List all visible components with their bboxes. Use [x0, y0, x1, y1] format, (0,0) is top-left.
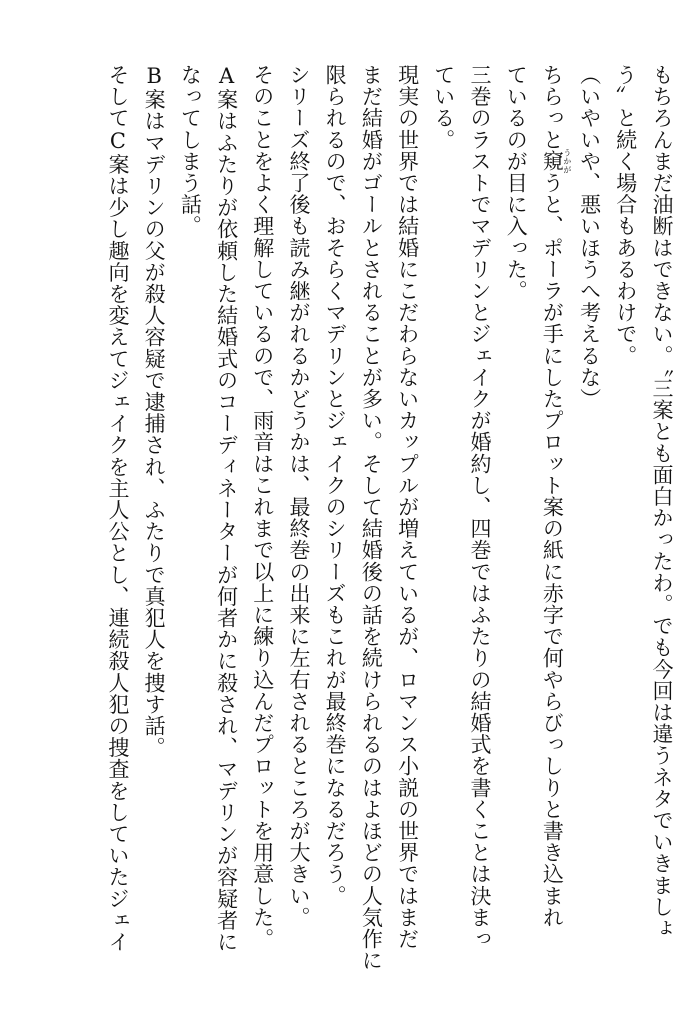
ruby-annotation [540, 148, 572, 175]
text-line: ているのが目に入った。 [504, 64, 529, 302]
text-line: なってしまう話。 [178, 64, 203, 237]
text-line: シリーズ終了後も読み継がれるかどうかは、最終巻の出来に左右されるところが大きい。 [286, 64, 311, 928]
ruby-reading: うかが [562, 148, 572, 175]
text-line: そしてC案は少し趣向を変えてジェイクを主人公とし、連続殺人犯の捜査をしていたジェイ [105, 64, 130, 953]
text-line-with-ruby [534, 64, 571, 964]
ruby-base: 窺 [540, 148, 565, 175]
text-line: B案はマデリンの父が殺人容疑で逮捕され、ふたりで真犯人を捜す話。 [142, 64, 167, 759]
text-line: そのことをよく理解しているので、雨音はこれまで以上に練り込んだプロットを用意した。 [250, 64, 275, 950]
text-line: ている。 [431, 64, 456, 151]
text-line: 現実の世界では結婚にこだわらないカップルが増えているが、ロマンス小説の世界ではまだ [395, 64, 420, 950]
text-line: まだ結婚がゴールとされることが多い。そして結婚後の話を続けられるのはよほどの人気作に [359, 64, 384, 972]
text-line: う〟と続く場合もあるわけで。 [613, 64, 638, 367]
vertical-text-body [100, 64, 680, 972]
text-line: 三巻のラストでマデリンとジェイクが婚約し、四巻ではふたりの結婚式を書くことは決まっ [467, 64, 492, 950]
text-line: もちろんまだ油断はできない。〝三案とも面白かったわ。でも今回は違うネタでいきましょ [650, 64, 674, 940]
text-line: （いやいや、悪いほうへ考えるな） [577, 64, 602, 410]
text-line: A案はふたりが依頼した結婚式のコーディネーターが何者かに殺され、マデリンが容疑者に [214, 64, 239, 953]
text-line: 限られるので、おそらくマデリンとジェイクのシリーズもこれが最終巻になるだろう。 [323, 64, 348, 907]
text-fragment: ちらっと [540, 64, 565, 151]
text-fragment: うと、ポーラが手にしたプロット案の紙に赤字で何やらびっしりと書き込まれ [540, 172, 565, 929]
